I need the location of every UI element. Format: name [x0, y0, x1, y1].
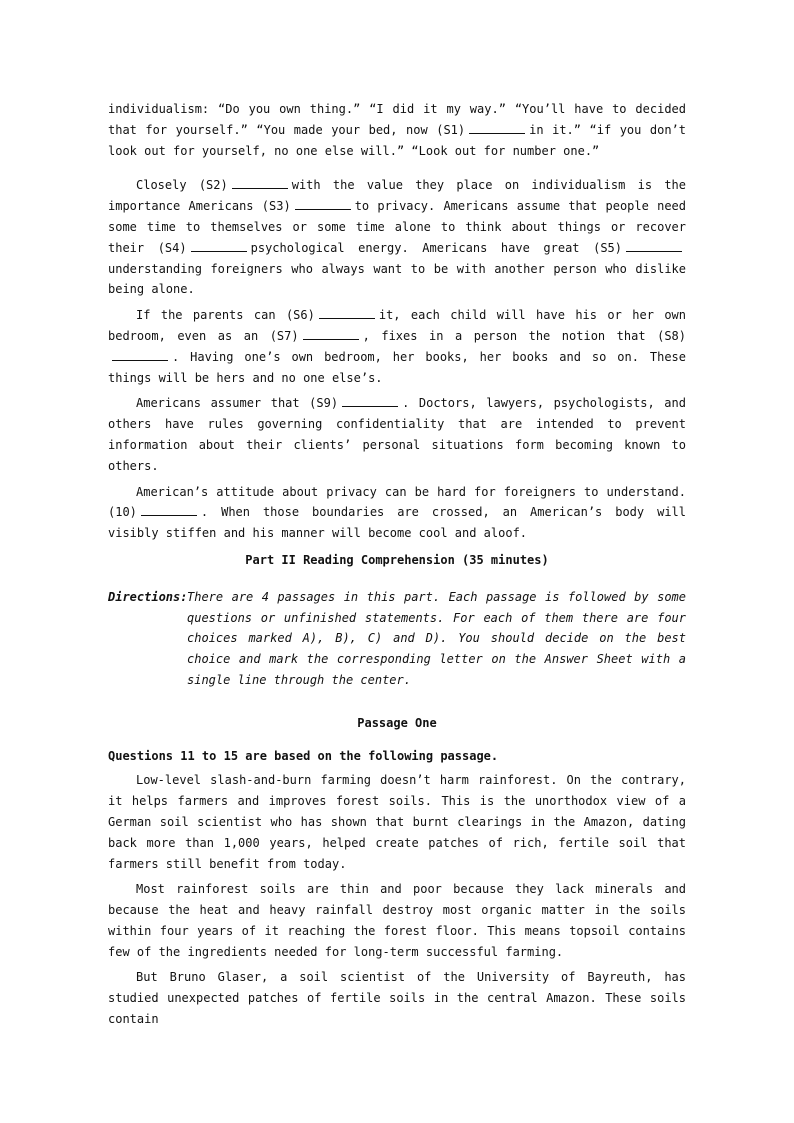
- blank-s8[interactable]: [112, 349, 168, 361]
- blank-s2[interactable]: [232, 177, 288, 189]
- paragraph-bedroom: If the parents can (S6) it, each child will have his or her own bedroom, even as an (S7) , fixes in a person the notion that (S8). Having one’s own bedroom, her books, her books and so on. These things will be hers and no one else’s.: [108, 308, 687, 385]
- document-page: [108, 99, 686, 1035]
- blank-s10[interactable]: [141, 504, 197, 516]
- blank-s6[interactable]: [319, 307, 375, 319]
- directions-label: Directions:: [108, 589, 188, 604]
- passage-paragraph: But Bruno Glaser, a soil scientist of the University of Bayreuth, has studied unexpected patches of fertile soils in the central Amazon. These soils contain: [108, 970, 686, 1027]
- blank-s4[interactable]: [191, 240, 247, 252]
- paragraph-attitude: American’s attitude about privacy can be hard for foreigners to understand. (10) . When those boundaries are crossed, an American’s body will visibly stiffen and his manner will become cool and aloof.: [108, 484, 686, 541]
- questions-heading: Questions 11 to 15 are based on the following passage.: [108, 748, 499, 763]
- blank-s5[interactable]: [626, 240, 682, 252]
- directions-block: [108, 587, 686, 691]
- passage-title: Passage One: [357, 715, 437, 730]
- directions-text: There are 4 passages in this part. Each passage is followed by some questions or unfinished statements. For each of them there are four choices marked A), B), C) and D). You should decide on the best choice and mark the corresponding letter on the Answer Sheet with a single line through the center.: [187, 589, 686, 687]
- paragraph-confidentiality: Americans assumer that (S9) . Doctors, lawyers, psychologists, and others have rules governing confidentiality that are intended to prevent information about their clients’ personal situations form becoming known to others.: [108, 396, 686, 473]
- paragraph-individualism: individualism: “Do you own thing.” “I did it my way.” “You’ll have to decided that for yourself.” “You made your bed, now (S1) in it.” “if you don’t look out for yourself, no one else will.” “Look out for number one.”: [108, 102, 687, 158]
- part-title: Part II Reading Comprehension (35 minutes): [245, 552, 549, 567]
- paragraph-privacy: Closely (S2) with the value they place on individualism is the importance Americans (S3) to privacy. Americans assume that people need some time to themselves or some time alone to think about things or recover their (S4) psychological energy. Americans have great (S5)understanding foreigners who always want to be with another person who dislike being alone.: [108, 178, 686, 297]
- blank-s3[interactable]: [295, 198, 351, 210]
- passage-paragraph: Most rainforest soils are thin and poor because they lack minerals and because the heat and heavy rainfall destroy most organic matter in the soils within four years of it reaching the forest floor. This means topsoil contains few of the ingredients needed for long-term successful farming.: [108, 882, 686, 959]
- blank-s9[interactable]: [342, 395, 398, 407]
- passage-paragraph: Low-level slash-and-burn farming doesn’t harm rainforest. On the contrary, it helps farmers and improves forest soils. This is the unorthodox view of a German soil scientist who has shown that burnt clearings in the Amazon, dating back more than 1,000 years, helped create patches of rich, fertile soil that farmers still benefit from today.: [108, 773, 686, 871]
- blank-s7[interactable]: [303, 328, 359, 340]
- blank-s1[interactable]: [469, 122, 525, 134]
